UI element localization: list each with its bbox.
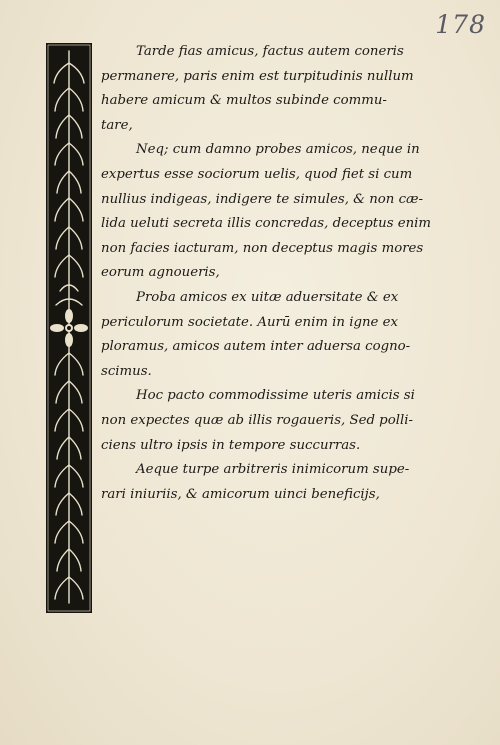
text-line: non expectes quæ ab illis rogaueris, Sed polli- <box>101 412 413 428</box>
text-line: ploramus, amicos autem inter aduersa cogno- <box>101 339 411 355</box>
text-line: rari iniuriis, & amicorum uinci beneficijs, <box>101 486 380 502</box>
text-line: nullius indigeas, indigere te simules, & non cæ- <box>101 191 424 207</box>
folio-number: 178 <box>435 10 486 39</box>
text-line: permanere, paris enim est turpitudinis nullum <box>101 68 414 84</box>
text-line: scimus. <box>101 363 152 379</box>
text-line: Neq; cum damno probes amicos, neque in <box>136 142 420 158</box>
text-line: periculorum societate. Aurū enim in igne ex <box>101 314 399 330</box>
text-line: expertus esse sociorum uelis, quod fiet si cum <box>101 166 413 182</box>
text-line: tare, <box>101 117 133 133</box>
text-line: habere amicum & multos subinde commu- <box>101 93 387 109</box>
text-line: non facies iacturam, non deceptus magis mores <box>101 240 424 256</box>
text-line: lida ueluti secreta illis concredas, deceptus enim <box>101 216 432 232</box>
main-text <box>101 40 432 507</box>
woodcut-border-ornament <box>46 43 92 613</box>
text-line: Hoc pacto commodissime uteris amicis si <box>136 388 415 404</box>
text-line: ciens ultro ipsis in tempore succurras. <box>101 437 361 453</box>
text-line: Tarde fias amicus, factus autem coneris <box>136 44 404 59</box>
text-line: Proba amicos ex uitæ aduersitate & ex <box>136 289 399 305</box>
text-line: eorum agnoueris, <box>101 265 220 281</box>
text-line: Aeque turpe arbitreris inimicorum supe- <box>136 462 410 478</box>
